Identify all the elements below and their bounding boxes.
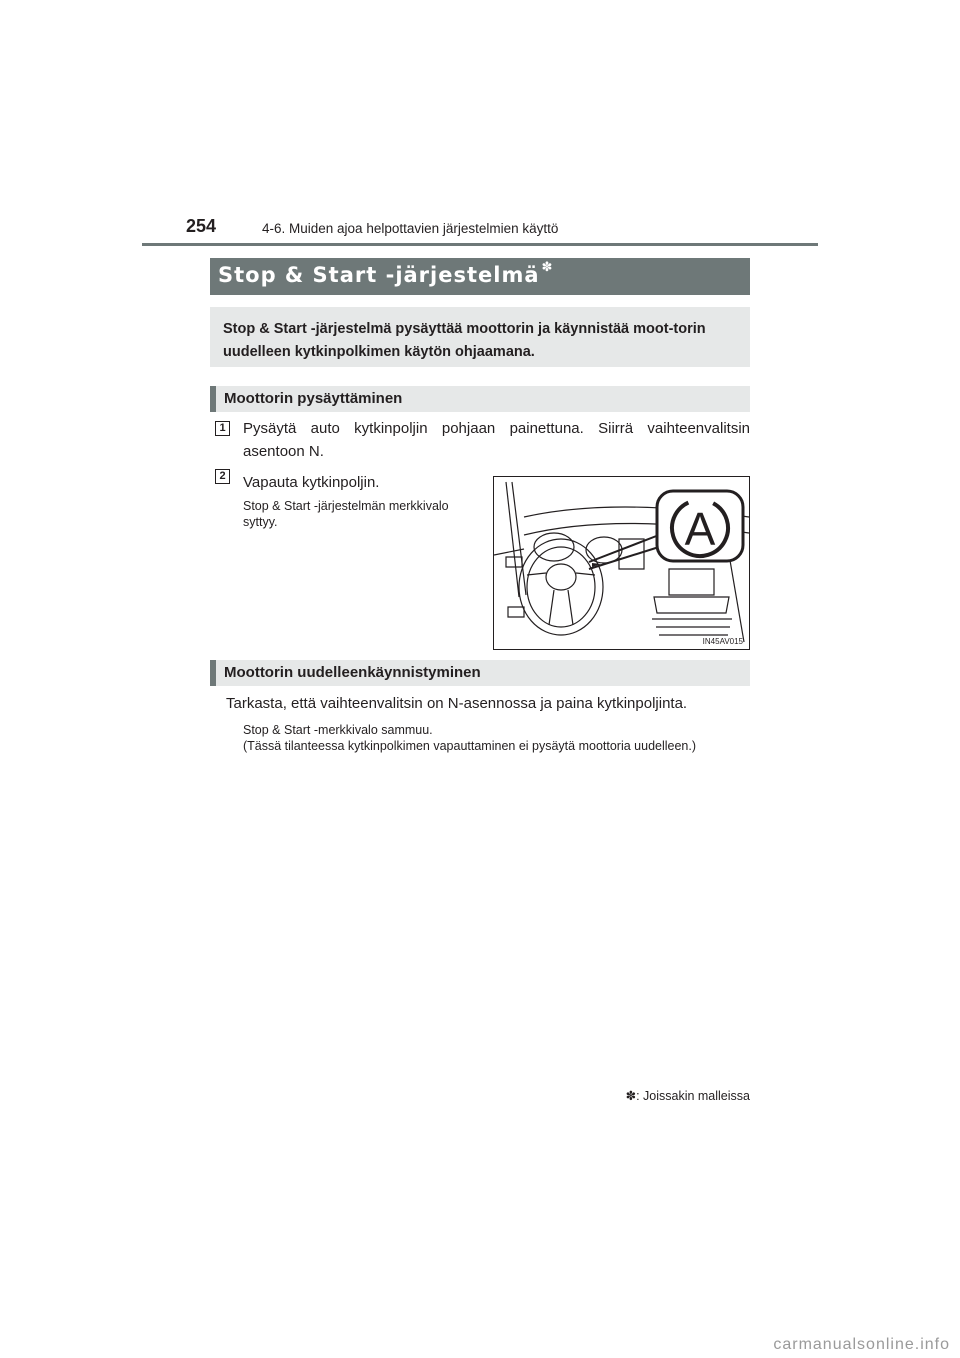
chapter-title: 4-6. Muiden ajoa helpottavien järjestelmien käyttö — [262, 221, 559, 236]
center-vent — [654, 597, 729, 613]
steering-wheel-inner — [527, 547, 595, 627]
restart-note-line1: Stop & Start -merkkivalo sammuu. — [243, 723, 433, 737]
subheading-stopping — [210, 386, 750, 412]
left-switch-panel — [508, 607, 524, 617]
subheading-stopping-text: Moottorin pysäyttäminen — [224, 390, 403, 407]
restart-note-line2: (Tässä tilanteessa kytkinpolkimen vapauttaminen ei pysäytä moottoria uudelleen.) — [243, 739, 697, 753]
illustration-code: IN45AV015 — [702, 637, 743, 646]
watermark: carmanualsonline.info — [773, 1336, 950, 1353]
step-2-note: Stop & Start -järjestelmän merkkivalo syttyy. — [243, 499, 449, 529]
intro-text: Stop & Start -järjestelmä pysäyttää moottorin ja käynnistää moot-torin uudelleen kytkinpolkimen käytön ohjaamana. — [223, 321, 706, 360]
asterisk-icon: ✽ — [541, 260, 554, 275]
subheading-restart — [210, 660, 750, 686]
callout-letter: A — [684, 503, 716, 555]
left-vent — [506, 557, 522, 567]
step-number-1: 1 — [215, 421, 230, 436]
steering-hub — [546, 564, 576, 590]
restart-text: Tarkasta, että vaihteenvalitsin on N-asennossa ja paina kytkinpoljinta. — [226, 695, 688, 712]
step-2-text: Vapauta kytkinpoljin. — [243, 474, 380, 491]
section-title-text: Stop & Start -järjestelmä — [218, 263, 540, 287]
dashboard-drawing — [494, 477, 749, 649]
footnote-asterisk-icon: ✽ — [625, 1089, 637, 1103]
gauge-right — [586, 537, 622, 563]
section-title-bar — [210, 258, 750, 295]
steering-wheel-outer — [519, 539, 603, 635]
header-rule — [142, 243, 818, 246]
intro-box — [210, 307, 750, 367]
page-number: 254 — [186, 216, 217, 236]
subheading-restart-text: Moottorin uudelleenkäynnistyminen — [224, 664, 481, 681]
footnote — [626, 1088, 750, 1103]
section-title — [218, 260, 554, 287]
dash-left-edge — [494, 549, 524, 555]
footnote-text: : Joissakin malleissa — [636, 1089, 750, 1103]
gauge-left — [534, 533, 574, 561]
center-stack-controls — [652, 619, 732, 635]
step-number-2: 2 — [215, 469, 230, 484]
steering-spokes — [527, 573, 595, 625]
dashboard-illustration — [493, 476, 750, 650]
step-1-text: Pysäytä auto kytkinpoljin pohjaan painettuna. Siirrä vaihteenvalitsin asentoon N. — [243, 420, 750, 460]
center-display — [669, 569, 714, 595]
a-pillar-line — [506, 482, 519, 597]
instrument-panel — [619, 539, 644, 569]
a-pillar-line-2 — [512, 482, 526, 595]
